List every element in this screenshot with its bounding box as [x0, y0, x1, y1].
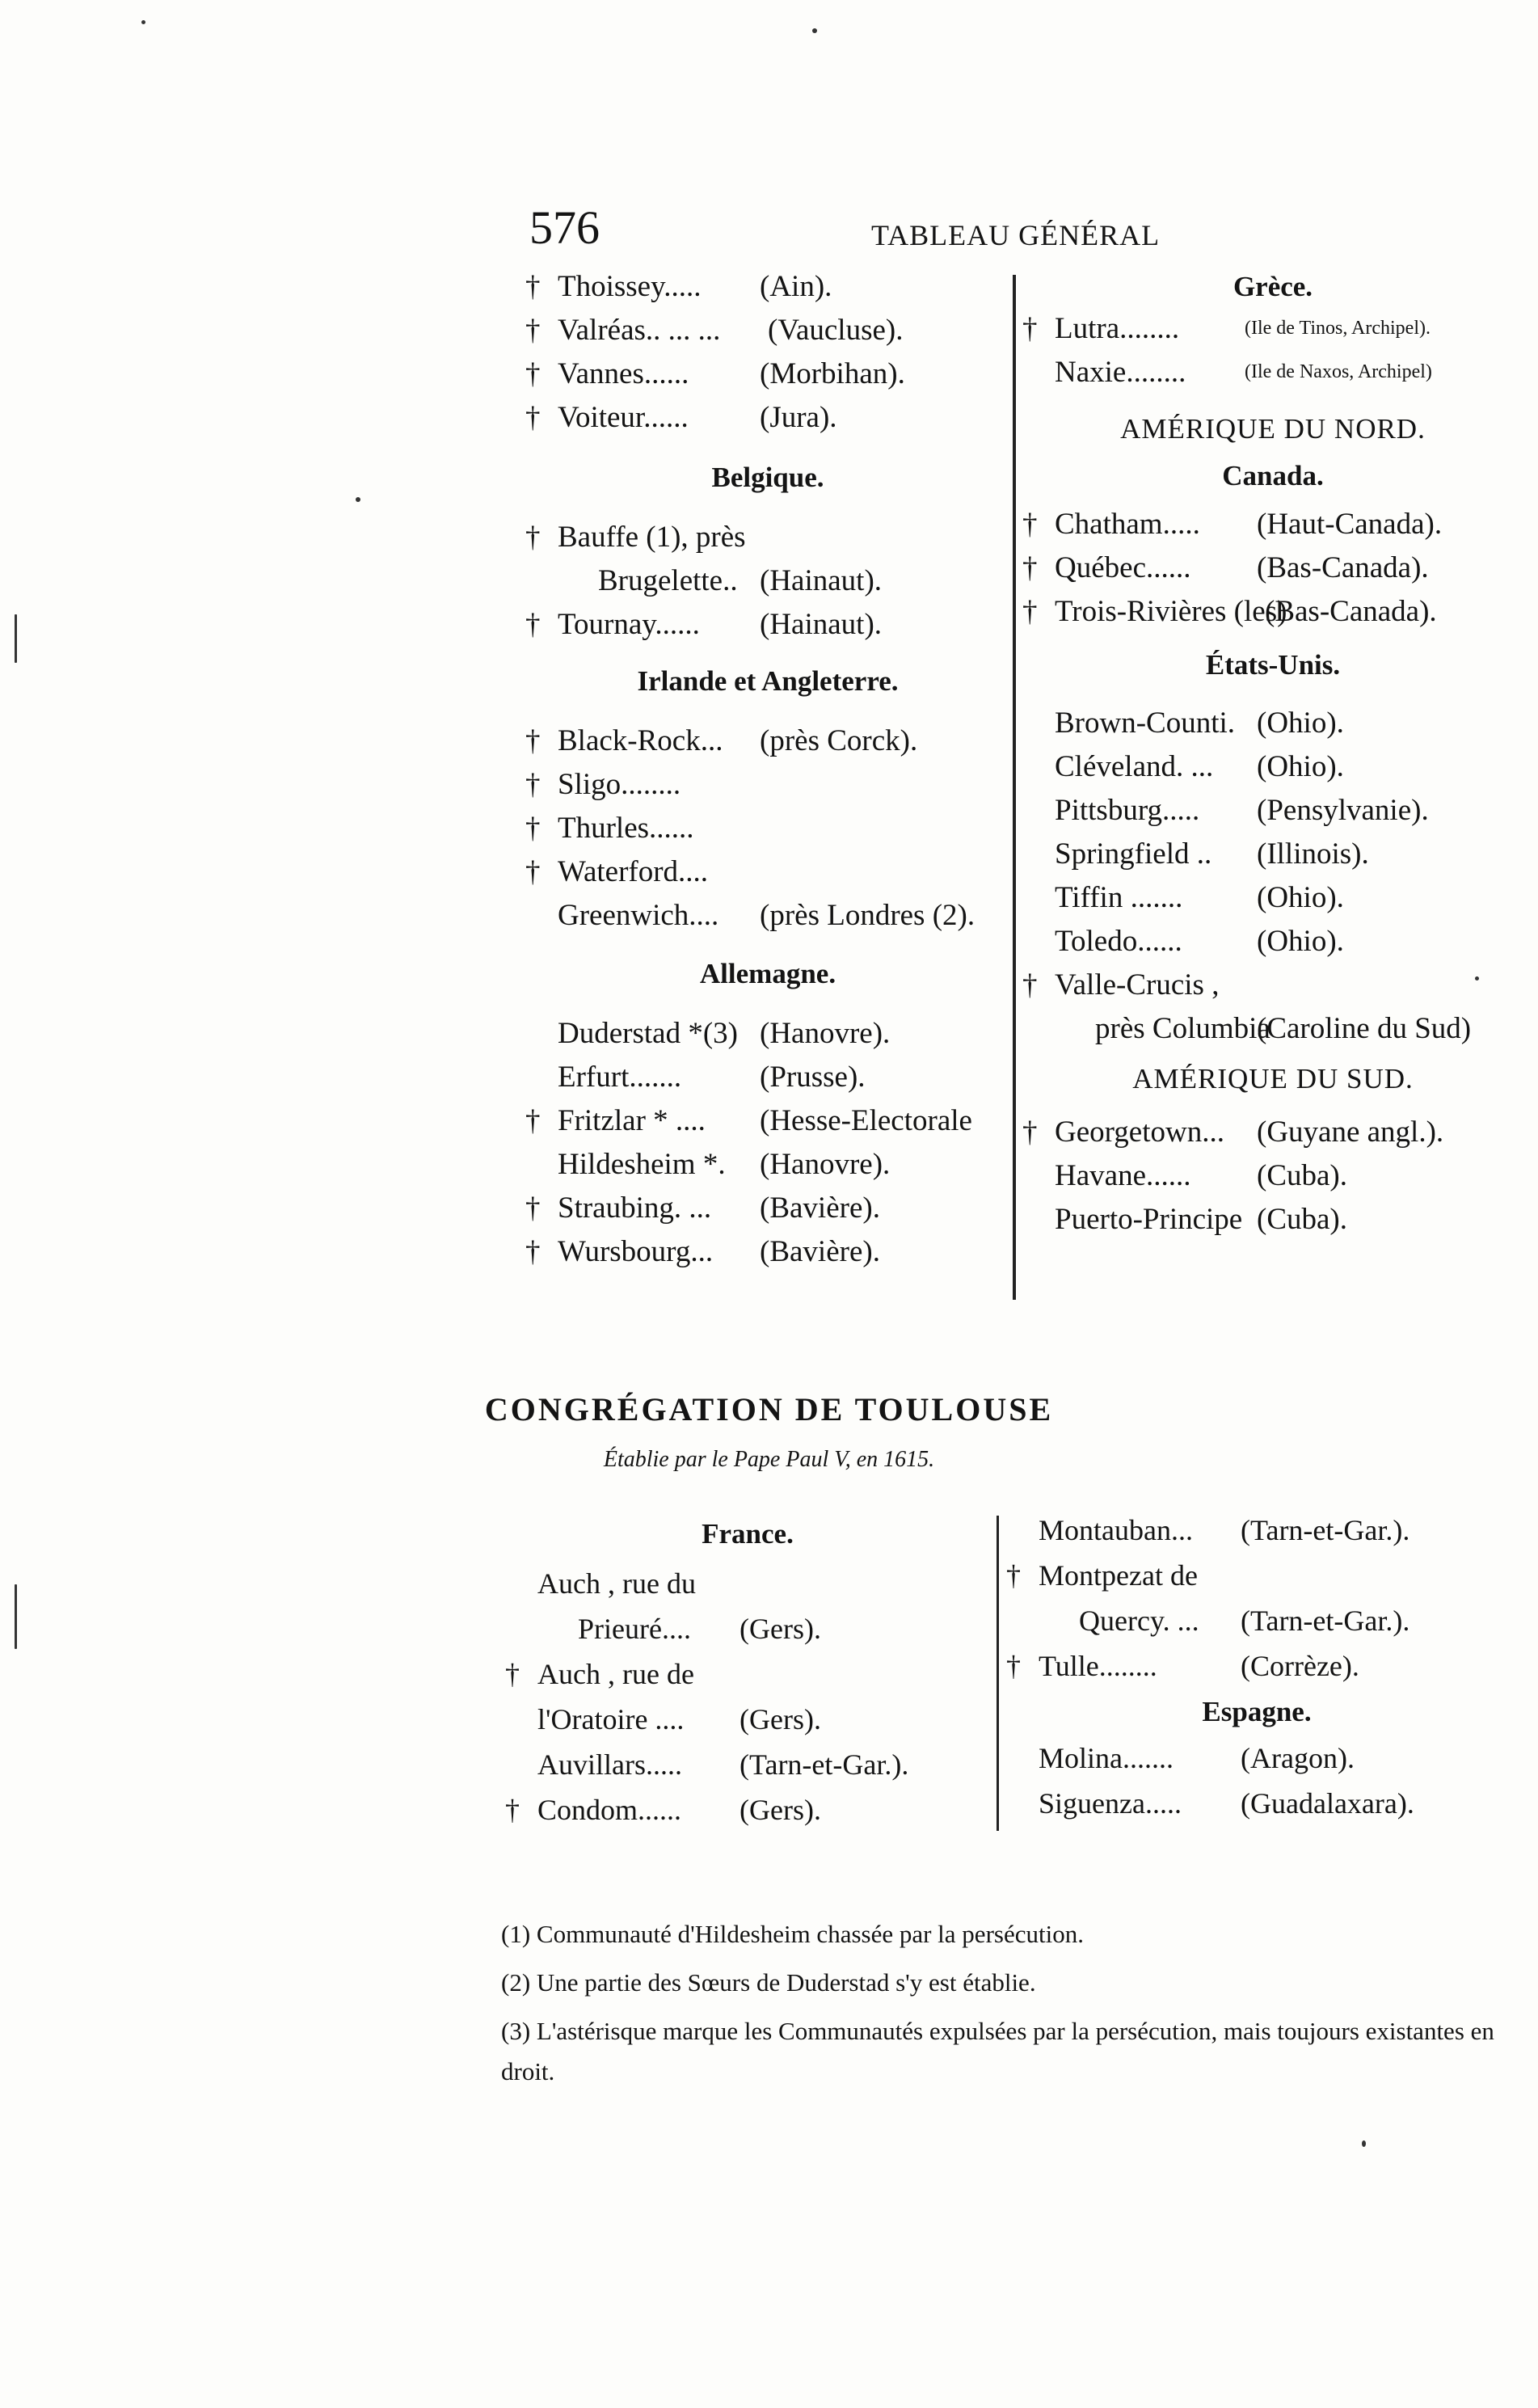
place-name: Montauban...	[1039, 1514, 1193, 1546]
place-region: (Tarn-et-Gar.).	[1241, 1514, 1410, 1546]
france-list	[505, 1567, 990, 1838]
heading-belgique: Belgique.	[711, 462, 824, 493]
place-name: Brown-Counti.	[1055, 706, 1236, 740]
place-region: (Aragon).	[1241, 1742, 1355, 1774]
place-region: (Ohio).	[1257, 881, 1344, 914]
page-header	[529, 200, 1538, 265]
scan-speck	[1362, 2140, 1366, 2147]
place-name: Tournay......	[558, 608, 700, 641]
list-item	[525, 811, 1010, 854]
irlande-list	[525, 723, 1010, 942]
list-item	[1022, 355, 1523, 399]
place-name: Québec......	[1055, 551, 1191, 584]
belgique-list	[525, 520, 1010, 651]
list-item	[1022, 837, 1523, 880]
cross-icon: †	[505, 1794, 520, 1826]
canada-list	[1022, 507, 1523, 638]
scan-speck	[15, 1584, 17, 1649]
list-item	[525, 1103, 1010, 1147]
place-name: Siguenza.....	[1039, 1787, 1182, 1820]
place-region: (Ohio).	[1257, 750, 1344, 783]
list-item	[1022, 594, 1523, 638]
list-item	[505, 1793, 990, 1838]
place-name: Pittsburg.....	[1055, 794, 1200, 827]
list-item	[1022, 749, 1523, 793]
espagne-list	[1006, 1741, 1507, 1832]
place-name: Montpezat de	[1039, 1559, 1198, 1592]
place-region: (Morbihan).	[760, 357, 905, 390]
place-name: Quercy. ...	[1079, 1605, 1199, 1637]
scan-speck	[356, 497, 360, 502]
place-region: (Tarn-et-Gar.).	[1241, 1605, 1410, 1637]
place-name: Naxie........	[1055, 356, 1186, 389]
place-name: Black-Rock...	[558, 724, 723, 757]
cross-icon: †	[525, 1104, 541, 1137]
place-name: Valréas.. ... ...	[558, 314, 721, 347]
place-name: Lutra........	[1055, 312, 1180, 345]
place-region: (Caroline du Sud)	[1257, 1012, 1472, 1045]
list-item	[1022, 1011, 1523, 1055]
grece-list	[1022, 311, 1523, 399]
place-region: (Cuba).	[1257, 1159, 1347, 1192]
list-item	[1006, 1786, 1507, 1832]
place-region: (Vaucluse).	[768, 314, 904, 347]
scan-speck	[1475, 976, 1479, 980]
place-name: Trois-Rivières (les)	[1055, 595, 1287, 628]
list-item	[1022, 507, 1523, 550]
lower-right-column	[1006, 1513, 1507, 1832]
place-name: l'Oratoire ....	[537, 1703, 685, 1735]
place-name: Toledo......	[1055, 925, 1182, 958]
list-item	[1022, 706, 1523, 749]
lower-right-list	[1006, 1513, 1507, 1694]
place-name: Auvillars.....	[537, 1748, 682, 1781]
place-region: (Ain).	[760, 270, 832, 303]
list-item	[525, 563, 1010, 607]
place-region: (Pensylvanie).	[1257, 794, 1429, 827]
place-region: (Tarn-et-Gar.).	[740, 1748, 909, 1781]
cross-icon: †	[525, 855, 541, 888]
place-name: Bauffe (1), près	[558, 521, 746, 554]
place-name: Condom......	[537, 1794, 682, 1826]
place-name: Greenwich....	[558, 899, 719, 932]
place-region: (Bavière).	[760, 1235, 880, 1268]
place-name: Valle-Crucis ,	[1055, 968, 1220, 1002]
list-item	[525, 356, 1010, 400]
list-item	[525, 607, 1010, 651]
heading-amerique-sud: AMÉRIQUE DU SUD.	[1132, 1063, 1414, 1094]
place-name: Tulle........	[1039, 1650, 1157, 1682]
cross-icon: †	[525, 724, 541, 757]
list-item	[525, 723, 1010, 767]
cross-icon: †	[525, 401, 541, 434]
scan-speck	[812, 28, 817, 33]
cross-icon: †	[505, 1658, 520, 1690]
place-region: (Bavière).	[760, 1191, 880, 1225]
place-region: (Hainaut).	[760, 564, 883, 597]
heading-france: France.	[702, 1518, 794, 1550]
heading-allemagne: Allemagne.	[699, 958, 836, 989]
place-region: (Hesse-Electorale	[760, 1104, 972, 1137]
cross-icon: †	[525, 1235, 541, 1268]
allemagne-list	[525, 1016, 1010, 1278]
list-item	[525, 313, 1010, 356]
place-name: Wursbourg...	[558, 1235, 714, 1268]
heading-amerique-nord: AMÉRIQUE DU NORD.	[1120, 413, 1426, 445]
list-item	[1022, 793, 1523, 837]
running-title: TABLEAU GÉNÉRAL	[871, 219, 1161, 251]
cross-icon: †	[1022, 1115, 1038, 1149]
column-rule-lower	[997, 1516, 999, 1831]
list-item	[1022, 550, 1523, 594]
place-region: (près Corck).	[760, 724, 918, 757]
list-item	[1006, 1604, 1507, 1649]
footnote-2: (2) Une partie des Sœurs de Duderstad s'y est établie.	[501, 1968, 1036, 1997]
place-region: (Ohio).	[1257, 706, 1344, 740]
list-item	[1006, 1649, 1507, 1694]
place-region: (Haut-Canada).	[1257, 508, 1443, 541]
place-region: (près Londres (2).	[760, 899, 975, 932]
place-name: Cléveland. ...	[1055, 750, 1214, 783]
list-item	[505, 1567, 990, 1612]
place-region: (Illinois).	[1257, 837, 1369, 871]
place-region: (Gers).	[740, 1613, 821, 1645]
place-name: Thurles......	[558, 812, 694, 845]
place-name: Chatham.....	[1055, 508, 1200, 541]
heading-irlande: Irlande et Angleterre.	[637, 665, 899, 697]
place-name: Voiteur......	[558, 401, 689, 434]
place-name: Prieuré....	[578, 1613, 691, 1645]
place-region: (Bas-Canada).	[1265, 595, 1437, 628]
cross-icon: †	[1006, 1559, 1021, 1592]
heading-grece: Grèce.	[1233, 271, 1313, 302]
list-item	[1022, 1158, 1523, 1202]
cross-icon: †	[525, 608, 541, 641]
list-item	[505, 1657, 990, 1702]
list-item	[525, 1147, 1010, 1191]
place-region: (Bas-Canada).	[1257, 551, 1429, 584]
place-name: Tiffin .......	[1055, 881, 1183, 914]
cross-icon: †	[1022, 508, 1038, 541]
place-name: Havane......	[1055, 1159, 1191, 1192]
place-name: Vannes......	[558, 357, 689, 390]
list-item	[1006, 1513, 1507, 1558]
place-region: (Hainaut).	[760, 608, 883, 641]
list-item	[1006, 1741, 1507, 1786]
etats-unis-list	[1022, 706, 1523, 1055]
congregation-subtitle: Établie par le Pape Paul V, en 1615.	[603, 1447, 935, 1472]
place-region: (Corrèze).	[1241, 1650, 1359, 1682]
list-item	[525, 400, 1010, 444]
list-item	[1022, 311, 1523, 355]
place-name: Brugelette..	[598, 564, 738, 597]
lower-left-column	[505, 1513, 990, 1838]
list-item	[525, 1060, 1010, 1103]
place-name: Molina.......	[1039, 1742, 1174, 1774]
place-name: Erfurt.......	[558, 1061, 682, 1094]
place-name: près Columbia	[1095, 1012, 1270, 1045]
heading-espagne: Espagne.	[1202, 1696, 1312, 1727]
list-item	[525, 1016, 1010, 1060]
place-name: Hildesheim *.	[558, 1148, 726, 1181]
cross-icon: †	[525, 768, 541, 801]
list-item	[505, 1612, 990, 1657]
list-item	[1022, 968, 1523, 1011]
cross-icon: †	[1022, 968, 1038, 1002]
place-name: Auch , rue de	[537, 1658, 694, 1690]
cross-icon: †	[525, 1191, 541, 1225]
list-item	[1006, 1558, 1507, 1604]
place-region: (Cuba).	[1257, 1203, 1347, 1236]
cross-icon: †	[1022, 595, 1038, 628]
list-item	[525, 898, 1010, 942]
place-name: Waterford....	[558, 855, 709, 888]
place-name: Springfield ..	[1055, 837, 1212, 871]
cross-icon: †	[525, 314, 541, 347]
place-region: (Gers).	[740, 1794, 821, 1826]
scan-speck	[141, 20, 145, 24]
cross-icon: †	[525, 270, 541, 303]
place-region: (Ile de Tinos, Archipel).	[1245, 318, 1431, 339]
heading-etats-unis: États-Unis.	[1205, 649, 1341, 681]
congregation-title: CONGRÉGATION DE TOULOUSE	[484, 1391, 1054, 1428]
list-item	[1022, 924, 1523, 968]
place-region: (Jura).	[760, 401, 837, 434]
list-item	[525, 1191, 1010, 1234]
cross-icon: †	[525, 357, 541, 390]
place-name: Georgetown...	[1055, 1115, 1224, 1149]
list-item	[505, 1702, 990, 1748]
place-region: (Hanovre).	[760, 1017, 891, 1050]
cross-icon: †	[525, 521, 541, 554]
place-region: (Guadalaxara).	[1241, 1787, 1414, 1820]
heading-canada: Canada.	[1222, 460, 1324, 491]
place-name: Duderstad *(3)	[558, 1017, 738, 1050]
place-name: Straubing. ...	[558, 1191, 712, 1225]
column-rule-upper	[1013, 275, 1016, 1300]
list-item	[525, 520, 1010, 563]
footnote-1: (1) Communauté d'Hildesheim chassée par la persécution.	[501, 1920, 1084, 1948]
cross-icon: †	[1022, 551, 1038, 584]
scan-speck	[15, 614, 17, 663]
place-region: (Gers).	[740, 1703, 821, 1735]
place-name: Thoissey.....	[558, 270, 702, 303]
france-list-continued	[525, 269, 1010, 444]
place-region: (Hanovre).	[760, 1148, 891, 1181]
list-item	[525, 854, 1010, 898]
list-item	[505, 1748, 990, 1793]
upper-left-column	[525, 269, 1010, 1278]
upper-right-column	[1022, 269, 1523, 1246]
list-item	[525, 269, 1010, 313]
list-item	[1022, 880, 1523, 924]
place-region: (Ile de Naxos, Archipel)	[1245, 361, 1432, 382]
cross-icon: †	[525, 812, 541, 845]
list-item	[525, 1234, 1010, 1278]
place-region: (Guyane angl.).	[1257, 1115, 1444, 1149]
cross-icon: †	[1022, 312, 1038, 345]
list-item	[1022, 1115, 1523, 1158]
place-name: Puerto-Principe	[1055, 1203, 1243, 1236]
place-region: (Prusse).	[760, 1061, 866, 1094]
place-region: (Ohio).	[1257, 925, 1344, 958]
amerique-sud-list	[1022, 1115, 1523, 1246]
place-name: Sligo........	[558, 768, 681, 801]
place-name: Auch , rue du	[537, 1567, 696, 1600]
list-item	[1022, 1202, 1523, 1246]
list-item	[525, 767, 1010, 811]
footnote-3: (3) L'astérisque marque les Communautés expulsées par la persécution, mais toujours existantes en droit.	[501, 2017, 1494, 2085]
cross-icon: †	[1006, 1650, 1021, 1682]
page-number: 576	[529, 201, 600, 254]
place-name: Fritzlar * ....	[558, 1104, 706, 1137]
